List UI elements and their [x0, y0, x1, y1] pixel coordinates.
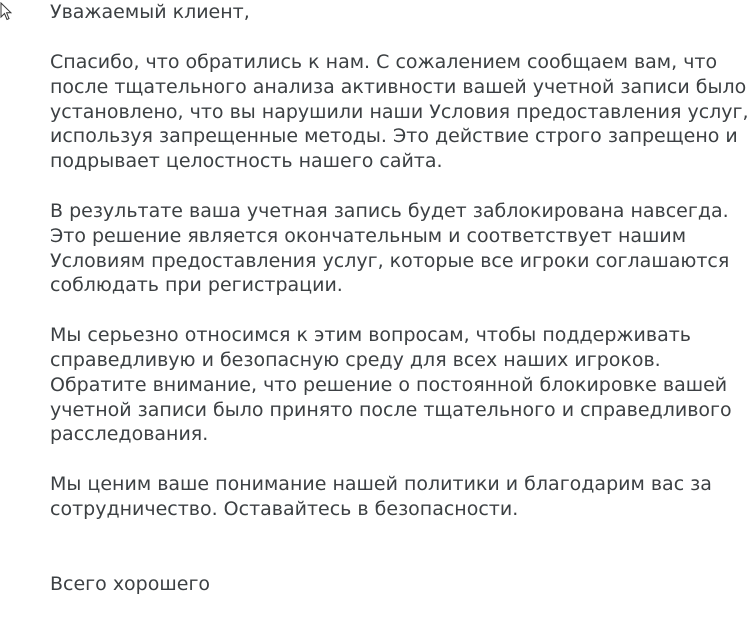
paragraph-line: Обратите внимание, что решение о постоянной блокировке вашей — [50, 373, 728, 396]
paragraph-line: используя запрещенные методы. Это действие строго запрещено и — [50, 125, 738, 148]
paragraph-line: установлено, что вы нарушили наши Условия предоставления услуг, — [50, 100, 749, 123]
paragraph-policy — [50, 323, 740, 447]
paragraph-ban-decision — [50, 199, 740, 298]
paragraph-line: подрывает целостность нашего сайта. — [50, 150, 443, 173]
paragraph-apology — [50, 50, 749, 174]
paragraph-line: Мы серьезно относимся к этим вопросам, чтобы поддерживать — [50, 324, 691, 347]
paragraph-line: В результате ваша учетная запись будет заблокирована навсегда. — [50, 199, 729, 222]
paragraph-line: расследования. — [50, 423, 209, 446]
greeting: Уважаемый клиент, — [50, 1, 250, 23]
email-body — [50, 0, 749, 597]
paragraph-thanks — [50, 472, 740, 522]
closing-signoff: Всего хорошего — [50, 572, 211, 595]
paragraph-line: Спасибо, что обратились к нам. С сожалением сообщаем вам, что — [50, 51, 718, 73]
paragraph-line: Условиям предоставления услуг, которые все игроки соглашаются — [50, 249, 730, 272]
mouse-cursor-icon — [0, 2, 12, 22]
paragraph-line: после тщательного анализа активности вашей учетной записи было — [50, 75, 747, 98]
paragraph-line: сотрудничество. Оставайтесь в безопасности. — [50, 497, 519, 520]
paragraph-line: соблюдать при регистрации. — [50, 274, 343, 297]
paragraph-line: Это решение является окончательным и соответствует нашим — [50, 224, 687, 247]
paragraph-line: справедливую и безопасную среду для всех наших игроков. — [50, 348, 661, 371]
paragraph-line: учетной записи было принято после тщательного и справедливого — [50, 398, 732, 421]
paragraph-line: Мы ценим ваше понимание нашей политики и благодарим вас за — [50, 473, 712, 496]
